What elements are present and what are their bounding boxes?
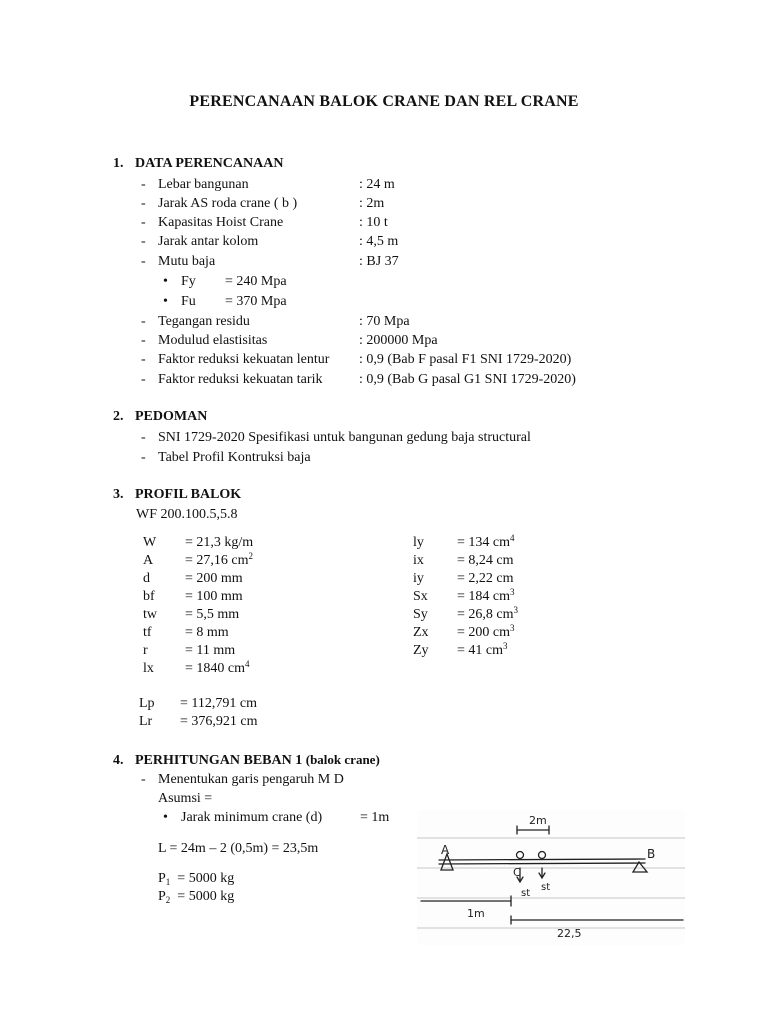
sketch-label: 22,5	[557, 927, 582, 940]
property-row: Lr	[139, 714, 153, 729]
section-title: DATA PERENCANAAN	[135, 156, 284, 171]
property-row: Lp	[139, 696, 155, 711]
sketch-label: B	[647, 847, 656, 861]
section-2-heading	[113, 408, 207, 426]
section-1-heading	[113, 155, 283, 173]
property-row: Sx	[413, 589, 428, 604]
property-row: ly	[413, 535, 424, 550]
assumption-label: Asumsi =	[158, 791, 213, 806]
section-4-heading: 4. PERHITUNGAN BEBAN 1 (balok crane)	[113, 752, 380, 768]
property-row: tf	[143, 625, 152, 640]
section-title: PEDOMAN	[135, 409, 208, 424]
section-number: 1.	[113, 156, 124, 171]
property-row: lx	[143, 661, 154, 676]
bullet-icon: •	[163, 274, 168, 289]
profile-name: WF 200.100.5,5.8	[136, 507, 238, 522]
property-row: Zy	[413, 643, 429, 658]
property-row: bf	[143, 589, 155, 604]
document-page: PERENCANAAN BALOK CRANE DAN REL CRANE 1. DATA PERENCANAAN - Lebar bangunan : 24 m - Jarak AS roda crane ( b ) : 2m - Kapasitas Hoist Crane : 10 t - Jarak antar kolom : 4,5 m - Mutu baja : BJ 37 • Fy = 240 Mpa • Fu = 370 Mpa - Tegangan residu : 70 Mpa - Modulud elastisitas : 200000 Mpa - Faktor reduksi kekuatan lentur : 0,9 (Bab F pasal F1 SNI 1729-2020) - Faktor reduksi kekuatan tarik : 0,9 (Bab G pasal G1 SNI 1729-2020) 2. PEDOMAN - SNI 1729-2020 Spesifikasi untuk bangunan gedung baja structural - Tabel Profil Kontruksi baja 3. PROFIL BALOK WF 200.100.5,5.8 W = 21,3 kg/m A = 27,16 $cm^2$ d = 200 mm bf = 100 mm tw = 5,5 mm tf = 8 mm r = 11 mm lx = 1840 $cm^4$ ly = 134 $cm^4$ ix = 8,24 cm iy = 2,22 cm Sx = 184 $cm^3$ Sy = 26,8 $cm^3$ Zx = 200 $cm^3$ Zy = 41 $cm^3$ Lp = 112,791 cm Lr = 376,921 cm 4. PERHITUNGAN BEBAN 1 (balok crane) - Menentukan garis pengaruh M D Asumsi = • Jarak minimum crane (d) = 1m L = 24m – 2 (0,5m) = 23,5m $P_1 = 5000$ kg $P_2 = 5000$ kg 2m A B C st st 1m 22,5	[0, 0, 768, 1024]
section-number: 4.	[113, 753, 124, 768]
section-title: PROFIL BALOK	[135, 487, 242, 502]
span-length-equation: L = 24m – 2 (0,5m) = 23,5m	[158, 841, 319, 856]
property-row: W	[143, 535, 157, 550]
sketch-label: 2m	[529, 814, 547, 827]
sketch-label: A	[441, 843, 450, 857]
property-row: Zx	[413, 625, 429, 640]
bullet-icon: •	[163, 810, 168, 825]
sketch-label: st	[521, 888, 531, 899]
section-number: 3.	[113, 487, 124, 502]
sketch-label: st	[541, 882, 551, 893]
property-row: d	[143, 571, 150, 586]
property-row: A	[143, 553, 154, 568]
bullet-icon: •	[163, 294, 168, 309]
sketch-label: C	[513, 866, 521, 879]
section-number: 2.	[113, 409, 124, 424]
property-row: ix	[413, 553, 424, 568]
influence-line-sketch	[417, 810, 685, 945]
property-row: iy	[413, 571, 424, 586]
load-p1: $P_1 = 5000$ kg	[158, 871, 235, 887]
property-row: tw	[143, 607, 157, 622]
section-title: PERHITUNGAN BEBAN 1	[135, 753, 303, 768]
sketch-label: 1m	[467, 907, 485, 920]
section-3-heading	[113, 486, 241, 504]
page-title: PERENCANAAN BALOK CRANE DAN REL CRANE	[189, 93, 579, 110]
property-row: r	[143, 643, 148, 658]
property-row: Sy	[413, 607, 428, 622]
load-p2: $P_2 = 5000$ kg	[158, 889, 235, 905]
